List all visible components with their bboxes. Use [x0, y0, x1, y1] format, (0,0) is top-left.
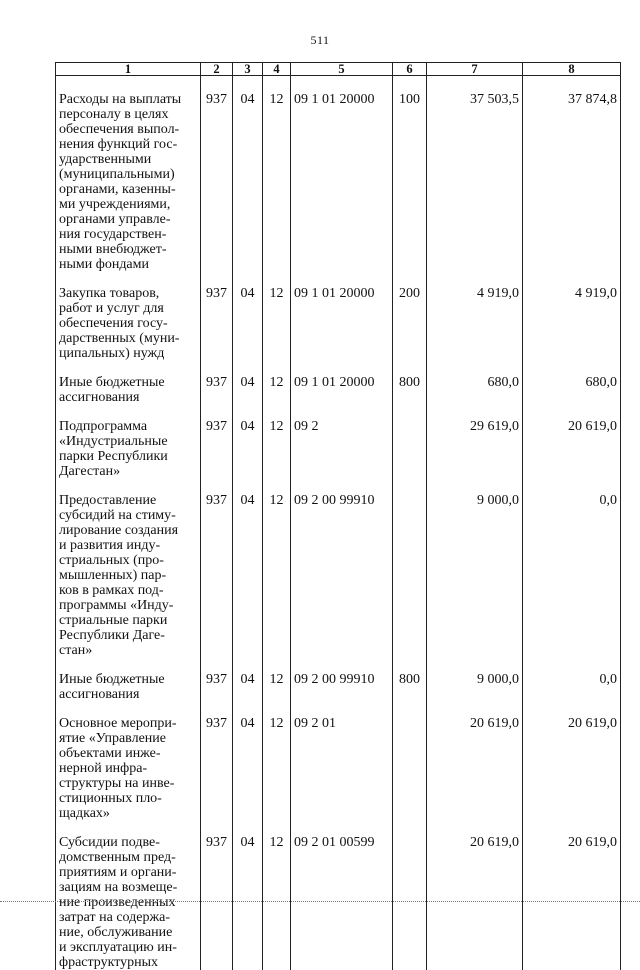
amount-year1-cell: 680,0 [427, 375, 523, 405]
grbs-code-cell: 937 [201, 419, 233, 479]
subsection-code-cell: 12 [263, 716, 291, 821]
section-code-cell: 04 [233, 375, 263, 405]
gap-cell [523, 658, 621, 672]
subsection-code-cell: 12 [263, 419, 291, 479]
gap-cell [393, 702, 427, 716]
amount-year2-cell: 0,0 [523, 672, 621, 702]
gap-cell [291, 658, 393, 672]
expense-type-cell [393, 716, 427, 821]
amount-year2-cell: 20 619,0 [523, 835, 621, 970]
gap-cell [427, 479, 523, 493]
grbs-code-cell: 937 [201, 76, 233, 273]
target-article-cell: 09 2 01 [291, 716, 393, 821]
gap-cell [523, 272, 621, 286]
subsection-code-cell: 12 [263, 76, 291, 273]
gap-cell [427, 361, 523, 375]
gap-cell [393, 272, 427, 286]
target-article-cell: 09 1 01 20000 [291, 286, 393, 361]
item-name-cell: Подпрограмма «Индустриальные парки Республики Дагестан» [56, 419, 201, 479]
gap-cell [393, 658, 427, 672]
subsection-code-cell: 12 [263, 493, 291, 658]
row-gap [56, 272, 621, 286]
gap-cell [56, 658, 201, 672]
budget-table [55, 62, 621, 970]
grbs-code-cell: 937 [201, 286, 233, 361]
gap-cell [233, 272, 263, 286]
column-header: 3 [233, 63, 263, 76]
amount-year1-cell: 9 000,0 [427, 493, 523, 658]
amount-year2-cell: 20 619,0 [523, 716, 621, 821]
table-row [56, 76, 621, 273]
row-gap [56, 821, 621, 835]
gap-cell [201, 272, 233, 286]
table-row [56, 286, 621, 361]
gap-cell [263, 702, 291, 716]
gap-cell [393, 405, 427, 419]
gap-cell [201, 658, 233, 672]
gap-cell [56, 479, 201, 493]
gap-cell [427, 821, 523, 835]
amount-year1-cell: 4 919,0 [427, 286, 523, 361]
column-header: 1 [56, 63, 201, 76]
row-gap [56, 479, 621, 493]
row-gap [56, 405, 621, 419]
amount-year1-cell: 9 000,0 [427, 672, 523, 702]
grbs-code-cell: 937 [201, 493, 233, 658]
target-article-cell: 09 2 00 99910 [291, 493, 393, 658]
gap-cell [201, 361, 233, 375]
gap-cell [263, 361, 291, 375]
gap-cell [523, 702, 621, 716]
gap-cell [201, 479, 233, 493]
target-article-cell: 09 2 00 99910 [291, 672, 393, 702]
row-gap [56, 361, 621, 375]
section-code-cell: 04 [233, 493, 263, 658]
gap-cell [233, 479, 263, 493]
amount-year1-cell: 29 619,0 [427, 419, 523, 479]
column-header: 2 [201, 63, 233, 76]
column-header: 7 [427, 63, 523, 76]
page-bottom-edge [0, 901, 640, 903]
target-article-cell: 09 2 01 00599 [291, 835, 393, 970]
page-number: 511 [0, 33, 640, 48]
grbs-code-cell: 937 [201, 835, 233, 970]
table-body [56, 76, 621, 970]
subsection-code-cell: 12 [263, 375, 291, 405]
row-gap [56, 658, 621, 672]
subsection-code-cell: 12 [263, 835, 291, 970]
gap-cell [233, 821, 263, 835]
amount-year2-cell: 680,0 [523, 375, 621, 405]
gap-cell [56, 702, 201, 716]
target-article-cell: 09 1 01 20000 [291, 76, 393, 273]
gap-cell [393, 479, 427, 493]
table-row [56, 716, 621, 821]
gap-cell [393, 821, 427, 835]
table-row [56, 375, 621, 405]
subsection-code-cell: 12 [263, 672, 291, 702]
expense-type-cell: 200 [393, 286, 427, 361]
gap-cell [427, 405, 523, 419]
amount-year2-cell: 0,0 [523, 493, 621, 658]
item-name-cell: Основное меропри- ятие «Управление объектами инже- нерной инфра- структуры на инве- стиционных пло- щадках» [56, 716, 201, 821]
gap-cell [263, 658, 291, 672]
gap-cell [523, 821, 621, 835]
column-header: 5 [291, 63, 393, 76]
gap-cell [393, 361, 427, 375]
table-row [56, 672, 621, 702]
gap-cell [291, 702, 393, 716]
gap-cell [291, 479, 393, 493]
table-header-row [56, 63, 621, 76]
section-code-cell: 04 [233, 419, 263, 479]
gap-cell [56, 821, 201, 835]
amount-year1-cell: 20 619,0 [427, 716, 523, 821]
column-header: 6 [393, 63, 427, 76]
gap-cell [263, 821, 291, 835]
subsection-code-cell: 12 [263, 286, 291, 361]
expense-type-cell [393, 493, 427, 658]
gap-cell [427, 658, 523, 672]
expense-type-cell: 800 [393, 375, 427, 405]
item-name-cell: Закупка товаров, работ и услуг для обеспечения госу- дарственных (муни- ципальных) нужд [56, 286, 201, 361]
gap-cell [291, 272, 393, 286]
target-article-cell: 09 2 [291, 419, 393, 479]
section-code-cell: 04 [233, 672, 263, 702]
amount-year2-cell: 4 919,0 [523, 286, 621, 361]
gap-cell [263, 272, 291, 286]
item-name-cell: Иные бюджетные ассигнования [56, 672, 201, 702]
column-header: 8 [523, 63, 621, 76]
section-code-cell: 04 [233, 76, 263, 273]
item-name-cell: Иные бюджетные ассигнования [56, 375, 201, 405]
amount-year1-cell: 20 619,0 [427, 835, 523, 970]
target-article-cell: 09 1 01 20000 [291, 375, 393, 405]
expense-type-cell [393, 419, 427, 479]
section-code-cell: 04 [233, 835, 263, 970]
item-name-cell: Предоставление субсидий на стиму- лирование создания и развития инду- стриальных (про- мышленных) пар- ков в рамках под- программы «Инду- стриальные парки Республики Даге- стан» [56, 493, 201, 658]
item-name-cell: Субсидии подве- домственным пред- приятиям и органи- зациям на возмеще- ние произведенных затрат на содержа- ние, обслуживание и эксплуатацию ин- фраструктурных [56, 835, 201, 970]
gap-cell [263, 479, 291, 493]
gap-cell [427, 272, 523, 286]
gap-cell [523, 405, 621, 419]
gap-cell [523, 479, 621, 493]
amount-year1-cell: 37 503,5 [427, 76, 523, 273]
section-code-cell: 04 [233, 286, 263, 361]
row-gap [56, 702, 621, 716]
item-name-cell: Расходы на выплаты персоналу в целях обеспечения выпол- нения функций гос- ударственными (муниципальными) органами, казенны- ми учреждениями, органами управле- ния государствен- ными внебюджет- ными фондами [56, 76, 201, 273]
table-row [56, 493, 621, 658]
gap-cell [233, 361, 263, 375]
amount-year2-cell: 37 874,8 [523, 76, 621, 273]
section-code-cell: 04 [233, 716, 263, 821]
gap-cell [201, 702, 233, 716]
gap-cell [523, 361, 621, 375]
grbs-code-cell: 937 [201, 716, 233, 821]
grbs-code-cell: 937 [201, 375, 233, 405]
column-header: 4 [263, 63, 291, 76]
gap-cell [56, 405, 201, 419]
gap-cell [291, 821, 393, 835]
gap-cell [263, 405, 291, 419]
amount-year2-cell: 20 619,0 [523, 419, 621, 479]
gap-cell [427, 702, 523, 716]
gap-cell [201, 821, 233, 835]
expense-type-cell: 100 [393, 76, 427, 273]
expense-type-cell: 800 [393, 672, 427, 702]
table-row [56, 419, 621, 479]
gap-cell [201, 405, 233, 419]
gap-cell [56, 272, 201, 286]
gap-cell [291, 361, 393, 375]
gap-cell [233, 658, 263, 672]
gap-cell [233, 405, 263, 419]
gap-cell [233, 702, 263, 716]
gap-cell [291, 405, 393, 419]
gap-cell [56, 361, 201, 375]
grbs-code-cell: 937 [201, 672, 233, 702]
